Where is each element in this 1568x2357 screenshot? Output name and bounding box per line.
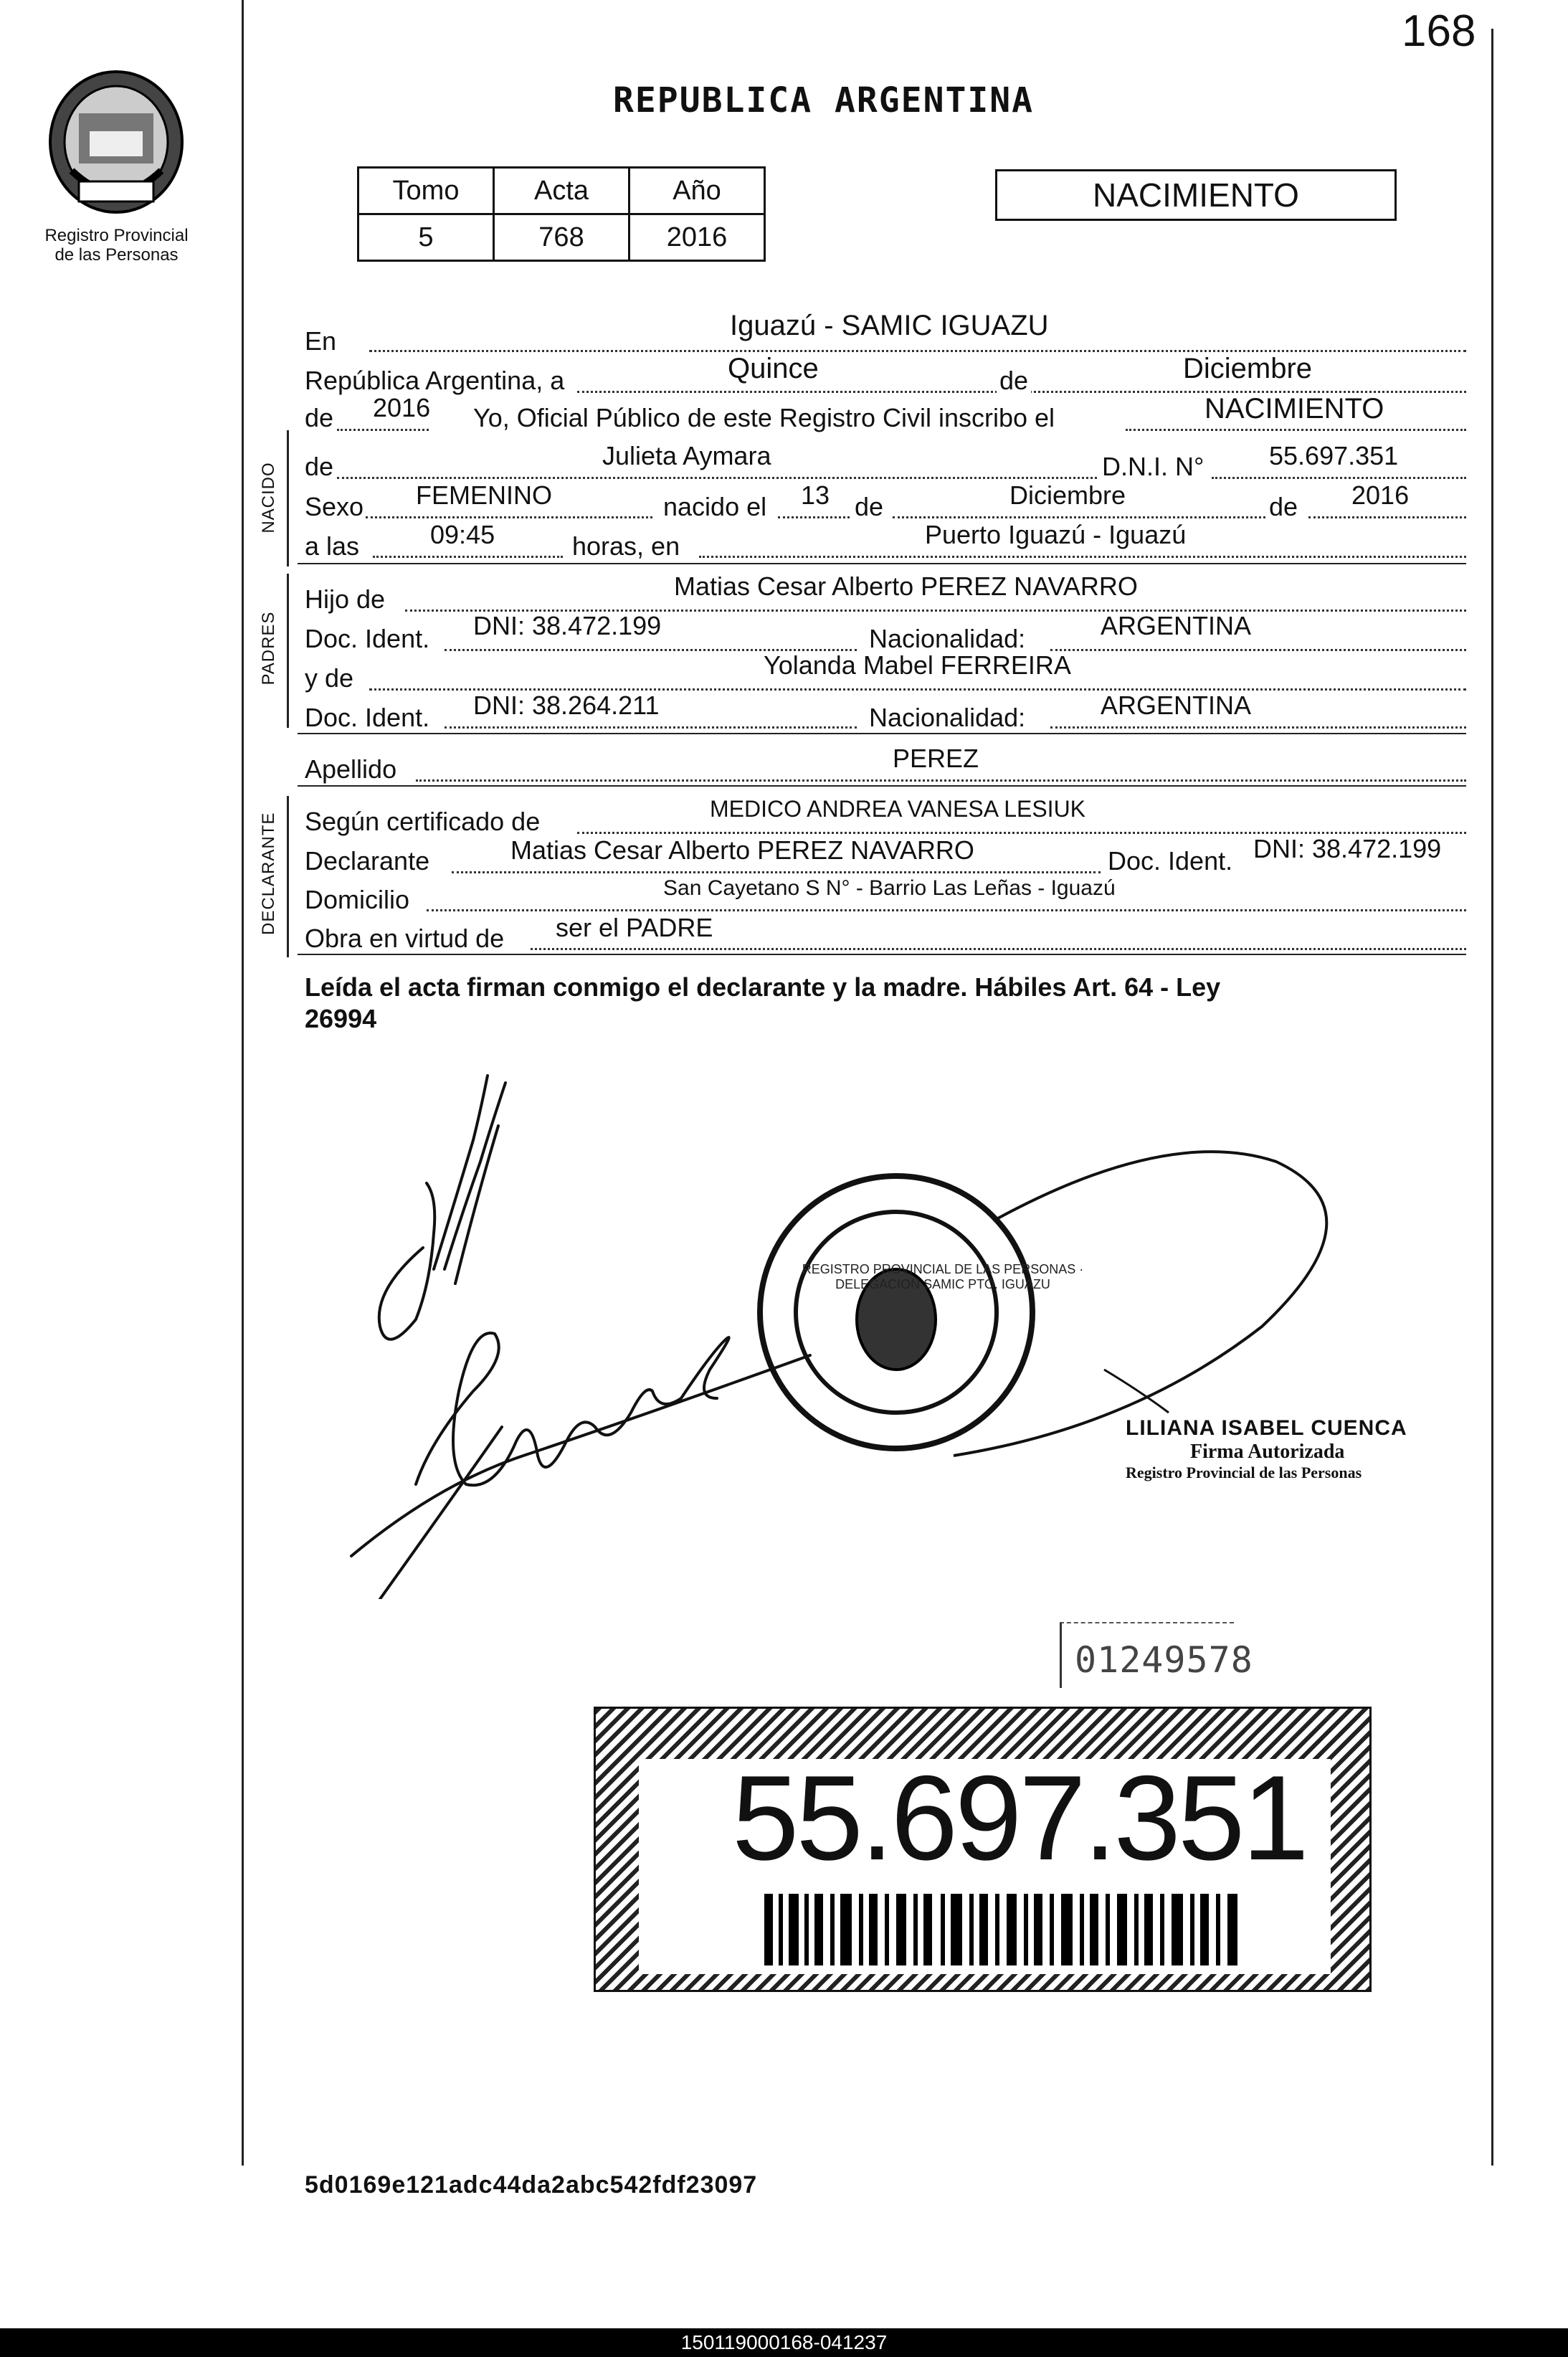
father-nat-dots: [1050, 649, 1466, 651]
logo-caption-line2: de las Personas: [54, 245, 179, 265]
child-dni: 55.697.351: [1269, 441, 1399, 470]
mother-name: Yolanda Mabel FERREIRA: [764, 650, 1071, 680]
acto-type: NACIMIENTO: [1204, 393, 1384, 425]
nacido-bracket: [287, 430, 289, 566]
place-of-registration: Iguazú - SAMIC IGUAZU: [730, 310, 1049, 341]
official-stamp-ring-text: REGISTRO PROVINCIAL DE LAS PERSONAS · DELEGACION SAMIC PTO. IGUAZU: [802, 1262, 1084, 1291]
declarant-name: Matias Cesar Alberto PEREZ NAVARRO: [510, 835, 974, 865]
child-name: Julieta Aymara: [602, 441, 771, 470]
apellido-label: Apellido: [305, 754, 397, 784]
registration-day-words: Quince: [728, 353, 819, 384]
nacido-underline: [298, 563, 1466, 564]
tomo-acta-anio-table: [357, 166, 766, 262]
padres-underline: [298, 733, 1466, 734]
tomo-header: Tomo: [358, 168, 494, 214]
en-dots: [369, 350, 1466, 352]
signatory-role: Firma Autorizada: [1190, 1441, 1345, 1463]
father-doc-label: Doc. Ident.: [305, 624, 430, 653]
father-doc: DNI: 38.472.199: [473, 611, 662, 640]
birth-place: Puerto Iguazú - Iguazú: [925, 520, 1187, 549]
padres-bracket: [287, 574, 289, 728]
surname: PEREZ: [893, 744, 979, 773]
declarante-bracket: [287, 796, 289, 957]
obra-label: Obra en virtud de: [305, 924, 505, 953]
declarante-dots: [452, 871, 1101, 873]
apellido-dots: [416, 779, 1466, 782]
a-las-label: a las: [305, 531, 360, 561]
nacido-de-label-2: de: [855, 492, 884, 521]
nacido-de-label-3: de: [1269, 492, 1298, 521]
footer-bar: [0, 2328, 1568, 2357]
father-name: Matias Cesar Alberto PEREZ NAVARRO: [674, 572, 1138, 601]
birth-day: 13: [801, 480, 830, 510]
signatory-name: LILIANA ISABEL CUENCA: [1126, 1416, 1407, 1440]
serial-number-stamp: [1060, 1622, 1253, 1688]
document-title: REPUBLICA ARGENTINA: [613, 80, 1035, 120]
anio-value: 2016: [629, 214, 765, 261]
registration-year: 2016: [373, 393, 431, 422]
year-dots: [337, 429, 429, 431]
logo-caption: [22, 226, 212, 265]
name-dots: [337, 477, 1097, 479]
dni-label-sticker: [594, 1707, 1372, 1992]
de-label-2: de: [305, 403, 334, 432]
de-label-1: de: [997, 366, 1031, 396]
page-number: 168: [1402, 6, 1476, 56]
nacido-de-label: de: [305, 452, 334, 481]
domicilio-dots: [427, 909, 1466, 911]
republica-label: República Argentina, a: [305, 366, 565, 395]
certificado-label: Según certificado de: [305, 807, 541, 836]
closing-line-1: Leída el acta firman conmigo el declarante y la madre. Hábiles Art. 64 - Ley: [305, 972, 1221, 1002]
en-label: En: [305, 326, 337, 356]
sexo-dots: [366, 516, 652, 518]
document-hash: 5d0169e121adc44da2abc542fdf23097: [305, 2171, 758, 2199]
birth-year: 2016: [1351, 480, 1410, 510]
dni-label: D.N.I. N°: [1102, 452, 1204, 481]
hijo-de-label: Hijo de: [305, 584, 386, 614]
birth-day-dots: [778, 516, 850, 518]
official-stamp: [760, 1152, 1326, 1456]
declarante-label: Declarante: [305, 846, 430, 876]
tomo-value: 5: [358, 214, 494, 261]
time-dots: [373, 556, 563, 558]
dni-label-inner: [639, 1750, 1331, 1974]
yo-text: Yo, Oficial Público de este Registro Civil inscribo el: [473, 403, 1055, 432]
father-nationality: ARGENTINA: [1101, 611, 1252, 640]
mother-nationality: ARGENTINA: [1101, 691, 1252, 720]
declarante-underline: [298, 954, 1466, 955]
father-nationality-label: Nacionalidad:: [869, 624, 1026, 653]
left-margin-line: [242, 0, 244, 2166]
y-de-label: y de: [305, 663, 354, 693]
place-dots: [699, 556, 1466, 558]
sexo-label: Sexo: [305, 492, 364, 521]
birth-year-dots: [1308, 516, 1466, 518]
dni-label-number: 55.697.351: [732, 1750, 1306, 1885]
birth-time: 09:45: [430, 520, 495, 549]
declarant-doc: DNI: 38.472.199: [1253, 834, 1442, 863]
anio-header: Año: [629, 168, 765, 214]
obra-dots: [531, 948, 1466, 950]
closing-text: [305, 972, 1220, 1035]
nacido-el-label: nacido el: [663, 492, 767, 521]
padres-section-label: PADRES: [259, 611, 278, 686]
dni-barcode: [764, 1894, 1237, 1965]
declarant-doc-label: Doc. Ident.: [1108, 846, 1233, 876]
apellido-underline: [298, 785, 1466, 787]
footer-id: 150119000168-041237: [680, 2331, 888, 2353]
right-margin-line: [1491, 29, 1493, 2166]
birth-month: Diciembre: [1009, 480, 1126, 510]
mother-doc: DNI: 38.264.211: [473, 691, 660, 720]
declarant-capacity: ser el PADRE: [556, 913, 713, 942]
acto-dots: [1126, 429, 1466, 431]
signature-drawings: [308, 1054, 1491, 1599]
mother-nat-dots: [1050, 726, 1466, 729]
mother-doc-dots: [445, 726, 857, 729]
signatory-block: [1126, 1416, 1407, 1482]
dni-dots: [1212, 477, 1466, 479]
child-sex: FEMENINO: [416, 480, 553, 510]
registration-month: Diciembre: [1183, 353, 1313, 384]
misiones-seal-logo: [39, 63, 194, 217]
acta-header: Acta: [494, 168, 629, 214]
serial-number: 01249578: [1075, 1639, 1253, 1681]
logo-caption-line1: Registro Provincial: [44, 226, 189, 245]
certifying-doctor: MEDICO ANDREA VANESA LESIUK: [710, 796, 1086, 822]
nacido-section-label: NACIDO: [259, 462, 278, 533]
birth-month-dots: [893, 516, 1265, 518]
signatory-org: Registro Provincial de las Personas: [1126, 1464, 1362, 1481]
domicilio-label: Domicilio: [305, 885, 410, 914]
mother-doc-label: Doc. Ident.: [305, 703, 430, 732]
acta-value: 768: [494, 214, 629, 261]
horas-en-label: horas, en: [572, 531, 680, 561]
declarant-address: San Cayetano S N° - Barrio Las Leñas - Iguazú: [663, 876, 1116, 900]
declarante-section-label: DECLARANTE: [259, 812, 278, 935]
mother-nationality-label: Nacionalidad:: [869, 703, 1026, 732]
closing-line-2: 26994: [305, 1004, 377, 1033]
record-type-box: NACIMIENTO: [995, 169, 1397, 221]
